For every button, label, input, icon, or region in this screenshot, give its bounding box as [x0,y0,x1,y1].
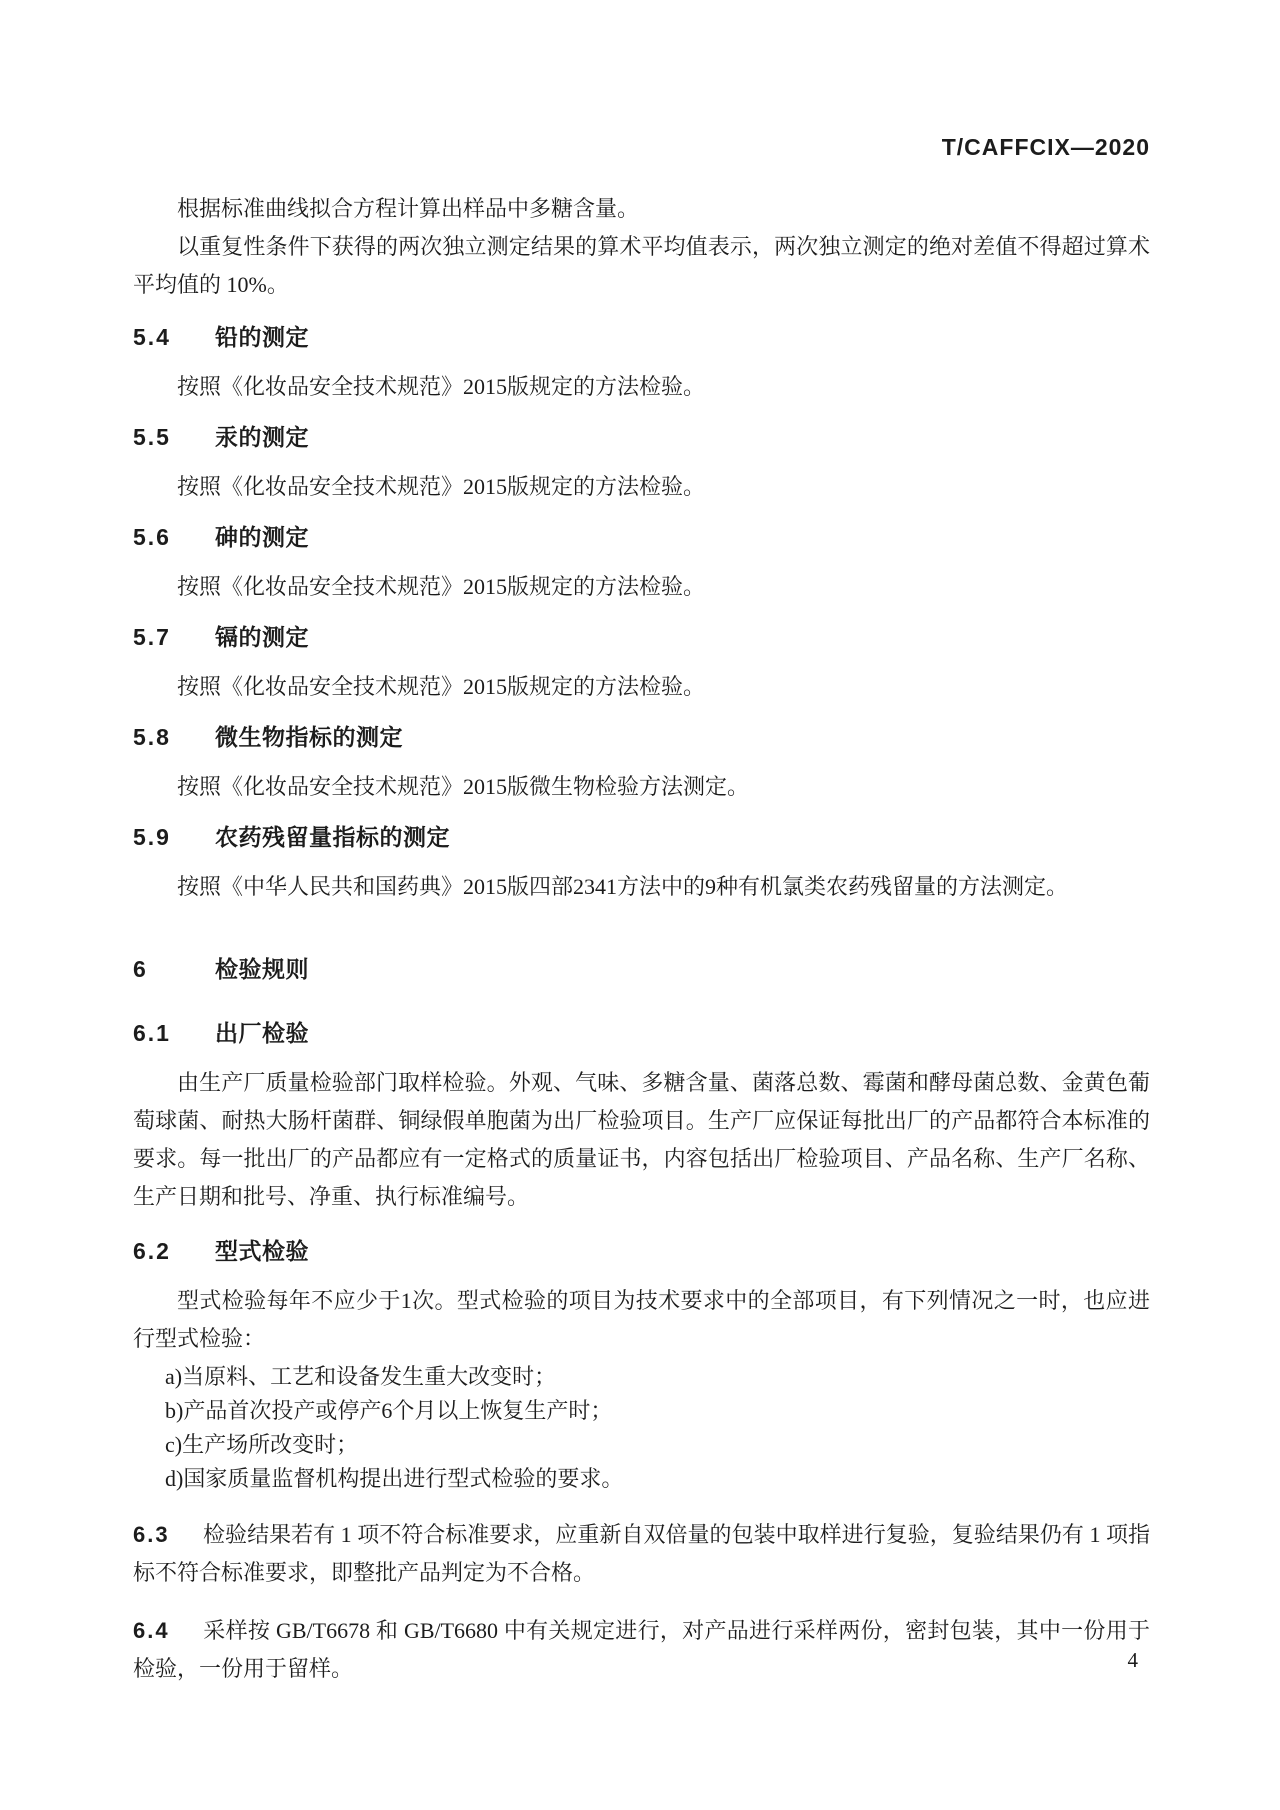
section-5-9-heading [133,818,1150,856]
type-inspection-condition-list [133,1360,1150,1496]
type-inspection-condition-b: b)产品首次投产或停产6个月以上恢复生产时； [165,1398,613,1423]
section-5-8-number: 5.8 [133,724,171,750]
section-5-7-number: 5.7 [133,624,171,650]
chapter-6-title: 检验规则 [215,956,309,982]
clause-6-4 [133,1612,1150,1688]
clause-6-3-body: 检验结果若有 1 项不符合标准要求，应重新自双倍量的包装中取样进行复验，复验结果仍有 1 项指标不符合标准要求，即整批产品判定为不合格。 [133,1522,1150,1585]
section-5-5-heading [133,418,1150,456]
section-6-1-title: 出厂检验 [215,1020,309,1046]
chapter-6-heading [133,950,1150,988]
section-5-6-heading [133,518,1150,556]
section-5-4-title: 铅的测定 [215,324,309,350]
clause-6-3 [133,1516,1150,1592]
section-5-7-title: 镉的测定 [215,624,309,650]
clause-6-4-body: 采样按 GB/T6678 和 GB/T6680 中有关规定进行，对产品进行采样两份，密封包装，其中一份用于检验，一份用于留样。 [133,1618,1150,1681]
section-5-5 [133,418,1150,506]
section-5-5-title: 汞的测定 [215,424,309,450]
type-inspection-condition-a: a)当原料、工艺和设备发生重大改变时； [165,1364,557,1389]
section-6-1-heading [133,1014,1150,1052]
section-6-2-number: 6.2 [133,1238,171,1264]
section-5-7-body: 按照《化妆品安全技术规范》2015版规定的方法检验。 [177,674,706,699]
section-5-9-body: 按照《中华人民共和国药典》2015版四部2341方法中的9种有机氯类农药残留量的方法测定。 [177,874,1069,899]
section-6-2-body: 型式检验每年不应少于1次。型式检验的项目为技术要求中的全部项目，有下列情况之一时，也应进行型式检验： [133,1288,1150,1351]
section-5-5-body: 按照《化妆品安全技术规范》2015版规定的方法检验。 [177,474,706,499]
section-6-1-number: 6.1 [133,1020,171,1046]
chapter-6-number: 6 [133,956,148,982]
clause-6-4-number: 6.4 [133,1618,170,1643]
section-6-2-heading [133,1232,1150,1270]
standard-code-header: T/CAFFCIX—2020 [941,134,1150,160]
section-5-9 [133,818,1150,906]
section-5-8 [133,718,1150,806]
section-5-7-heading [133,618,1150,656]
section-5-4-number: 5.4 [133,324,171,350]
section-5-6-title: 砷的测定 [215,524,309,550]
type-inspection-condition-c: c)生产场所改变时； [165,1432,359,1457]
type-inspection-condition-d: d)国家质量监督机构提出进行型式检验的要求。 [165,1466,624,1491]
intro-block [133,190,1150,304]
section-5-9-title: 农药残留量指标的测定 [215,824,450,850]
section-6-1 [133,1014,1150,1216]
section-5-8-heading [133,718,1150,756]
clause-6-3-number: 6.3 [133,1522,170,1547]
section-5-5-number: 5.5 [133,424,171,450]
intro-paragraph-1: 根据标准曲线拟合方程计算出样品中多糖含量。 [177,196,640,221]
section-5-6-body: 按照《化妆品安全技术规范》2015版规定的方法检验。 [177,574,706,599]
section-6-2-title: 型式检验 [215,1238,309,1264]
section-5-8-title: 微生物指标的测定 [215,724,403,750]
section-5-4 [133,318,1150,406]
section-5-7 [133,618,1150,706]
intro-paragraph-2: 以重复性条件下获得的两次独立测定结果的算术平均值表示，两次独立测定的绝对差值不得超过算术平均值的 10%。 [133,234,1150,297]
section-5-4-heading [133,318,1150,356]
section-5-8-body: 按照《化妆品安全技术规范》2015版微生物检验方法测定。 [177,774,750,799]
section-6-2 [133,1232,1150,1496]
section-5-9-number: 5.9 [133,824,171,850]
section-6-1-body: 由生产厂质量检验部门取样检验。外观、气味、多糖含量、菌落总数、霉菌和酵母菌总数、金黄色葡萄球菌、耐热大肠杆菌群、铜绿假单胞菌为出厂检验项目。生产厂应保证每批出厂的产品都符合本标准的要求。每一批出厂的产品都应有一定格式的质量证书，内容包括出厂检验项目、产品名称、生产厂名称、生产日期和批号、净重、执行标准编号。 [133,1070,1150,1209]
section-5-6 [133,518,1150,606]
page-number: 4 [1127,1648,1138,1672]
section-5-6-number: 5.6 [133,524,171,550]
section-5-4-body: 按照《化妆品安全技术规范》2015版规定的方法检验。 [177,374,706,399]
